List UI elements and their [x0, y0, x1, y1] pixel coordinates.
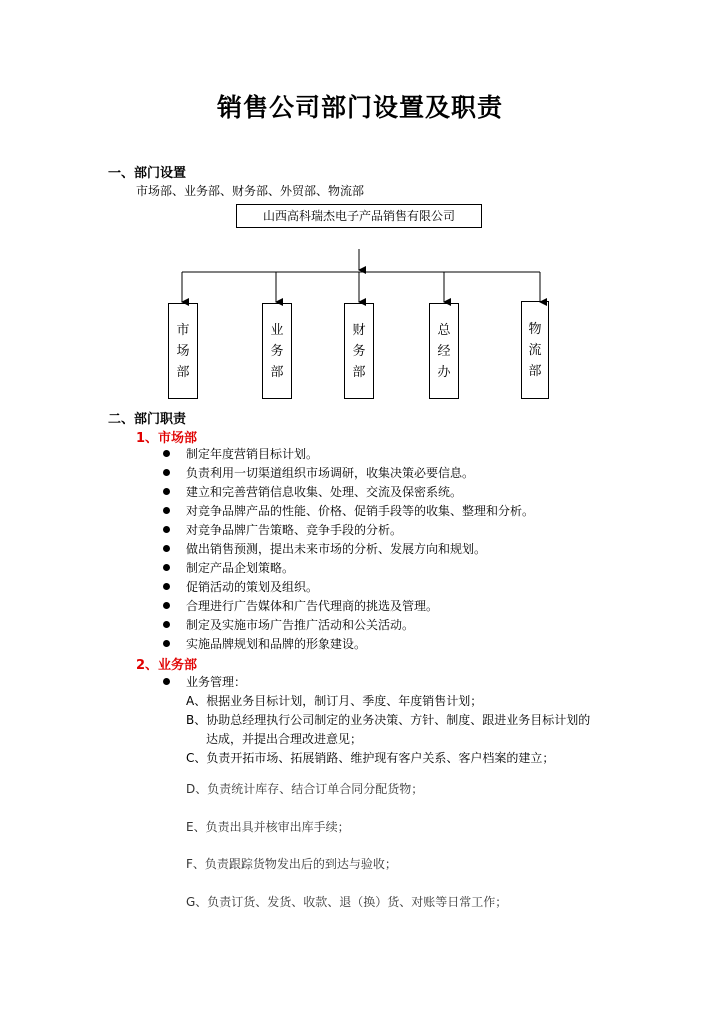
list-item: 制定产品企划策略。 [186, 561, 295, 575]
list-item: 业务管理： [186, 675, 247, 689]
list-item: 合理进行广告媒体和广告代理商的挑选及管理。 [186, 599, 439, 613]
bullet-dot [163, 564, 170, 571]
bullet-dot [163, 678, 170, 685]
subsection-heading-business: 2、业务部 [136, 658, 198, 673]
sub-item-d: D、负责统计库存、结合订单合同分配货物； [186, 782, 424, 796]
bullet-dot [163, 526, 170, 533]
sub-item-a: A、根据业务目标计划，制订月、季度、年度销售计划； [186, 694, 483, 708]
list-item: 对竞争品牌产品的性能、价格、促销手段等的收集、整理和分析。 [186, 504, 535, 518]
sub-item-c: C、负责开拓市场、拓展销路、维护现有客户关系、客户档案的建立； [186, 751, 555, 765]
org-dept-business: 业务部 [262, 303, 292, 399]
bullet-dot [163, 583, 170, 590]
bullet-dot [163, 545, 170, 552]
list-item: 负责利用一切渠道组织市场调研，收集决策必要信息。 [186, 466, 475, 480]
list-item: 对竞争品牌广告策略、竞争手段的分析。 [186, 523, 403, 537]
section-heading-department-duties: 二、部门职责 [108, 412, 187, 427]
sub-item-g: G、负责订货、发货、收款、退（换）货、对账等日常工作； [186, 895, 508, 909]
sub-item-e: E、负责出具并核审出库手续； [186, 820, 350, 834]
list-item: 实施品牌规划和品牌的形象建设。 [186, 637, 367, 651]
sub-item-f: F、负责跟踪货物发出后的到达与验收； [186, 857, 397, 871]
bullet-dot [163, 450, 170, 457]
bullet-dot [163, 507, 170, 514]
page-title: 销售公司部门设置及职责 [216, 93, 503, 122]
list-item: 制定及实施市场广告推广活动和公关活动。 [186, 618, 415, 632]
departments-line: 市场部、业务部、财务部、外贸部、物流部 [136, 184, 365, 198]
bullet-dot [163, 602, 170, 609]
bullet-dot [163, 621, 170, 628]
bullet-dot [163, 640, 170, 647]
list-item: 建立和完善营销信息收集、处理、交流及保密系统。 [186, 485, 463, 499]
list-item: 做出销售预测，提出未来市场的分析、发展方向和规划。 [186, 542, 487, 556]
list-item: 促销活动的策划及组织。 [186, 580, 319, 594]
org-dept-gm-office: 总经办 [429, 303, 459, 399]
bullet-dot [163, 488, 170, 495]
org-dept-logistics: 物流部 [521, 301, 549, 399]
sub-item-b-continued: 达成，并提出合理改进意见； [206, 732, 363, 746]
org-dept-market: 市场部 [168, 303, 198, 399]
list-item: 制定年度营销目标计划。 [186, 447, 319, 461]
subsection-heading-market: 1、市场部 [136, 431, 198, 446]
section-heading-department-setup: 一、部门设置 [108, 166, 187, 181]
bullet-dot [163, 469, 170, 476]
org-dept-finance: 财务部 [344, 303, 374, 399]
org-company-box: 山西高科瑞杰电子产品销售有限公司 [236, 204, 482, 228]
sub-item-b: B、协助总经理执行公司制定的业务决策、方针、制度、跟进业务目标计划的 [186, 713, 591, 727]
